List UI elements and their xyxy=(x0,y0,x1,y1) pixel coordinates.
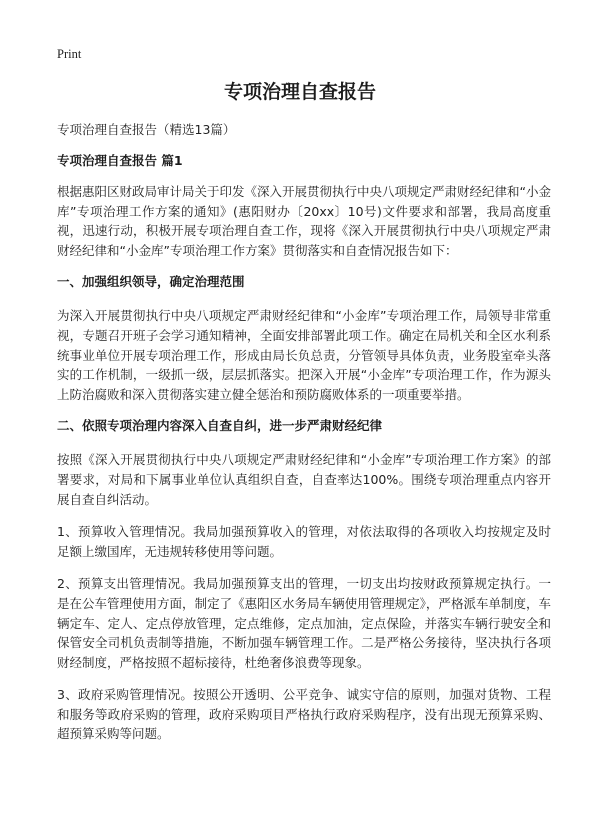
section-2-paragraph: 按照《深入开展贯彻执行中央八项规定严肃财经纪律和“小金库”专项治理工作方案》的部署要求，对局和下属事业单位认真组织自查，自查率达100%。围绕专项治理重点内容开展自查自纠活动。 xyxy=(57,452,551,507)
document-subtitle: 专项治理自查报告（精选13篇） xyxy=(57,122,236,137)
section-1-paragraph: 为深入开展贯彻执行中央八项规定严肃财经纪律和“小金库”专项治理工作，局领导非常重视，专题召开班子会学习通知精神，全面安排部署此项工作。确定在局机关和全区水利系统事业单位开展专项治理工作，形成由局长负总责，分管领导具体负责，业务股室牵头落实的工作机制，一级抓一级，层层抓落实。把深入开展“小金库”专项治理工作，作为源头上防治腐败和深入贯彻落实建立健全惩治和预防腐败体系的一项重要举措。 xyxy=(57,308,551,402)
article-heading: 专项治理自查报告 篇1 xyxy=(57,153,183,168)
page-title: 专项治理自查报告 xyxy=(223,81,376,103)
document-body xyxy=(57,121,551,757)
list-item-1: 1、预算收入管理情况。我局加强预算收入的管理，对依法取得的各项收入均按规定及时足额上缴国库，无违规转移使用等问题。 xyxy=(57,524,551,559)
list-item-2: 2、预算支出管理情况。我局加强预算支出的管理，一切支出均按财政预算规定执行。一是在公车管理使用方面，制定了《惠阳区水务局车辆使用管理规定》，严格派车单制度，车辆定车、定人、定点停放管理，定点维修，定点加油，定点保险，并落实车辆行驶安全和保管安全司机负责制等措施，不断加强车辆管理工作。二是严格公务接待，坚决执行各项财经制度，严格按照不超标接待，杜绝奢侈浪费等现象。 xyxy=(57,576,551,670)
section-heading-1: 一、加强组织领导，确定治理范围 xyxy=(57,274,245,290)
list-item-3: 3、政府采购管理情况。按照公开透明、公平竞争、诚实守信的原则，加强对货物、工程和服务等政府采购的管理，政府采购项目严格执行政府采购程序，没有出现无预算采购、超预算采购等问题。 xyxy=(57,687,551,742)
intro-paragraph: 根据惠阳区财政局审计局关于印发《深入开展贯彻执行中央八项规定严肃财经纪律和“小金库”专项治理工作方案的通知》(惠阳财办〔20xx〕10号)文件要求和部署，我局高度重视，迅速行动，积极开展专项治理自查工作，现将《深入开展贯彻执行中央八项规定严肃财经纪律和“小金库”专项治理工作方案》贯彻落实和自查情况报告如下： xyxy=(57,184,551,258)
print-link[interactable]: Print xyxy=(57,47,82,61)
section-heading-2: 二、依照专项治理内容深入自查自纠，进一步严肃财经纪律 xyxy=(57,418,383,434)
